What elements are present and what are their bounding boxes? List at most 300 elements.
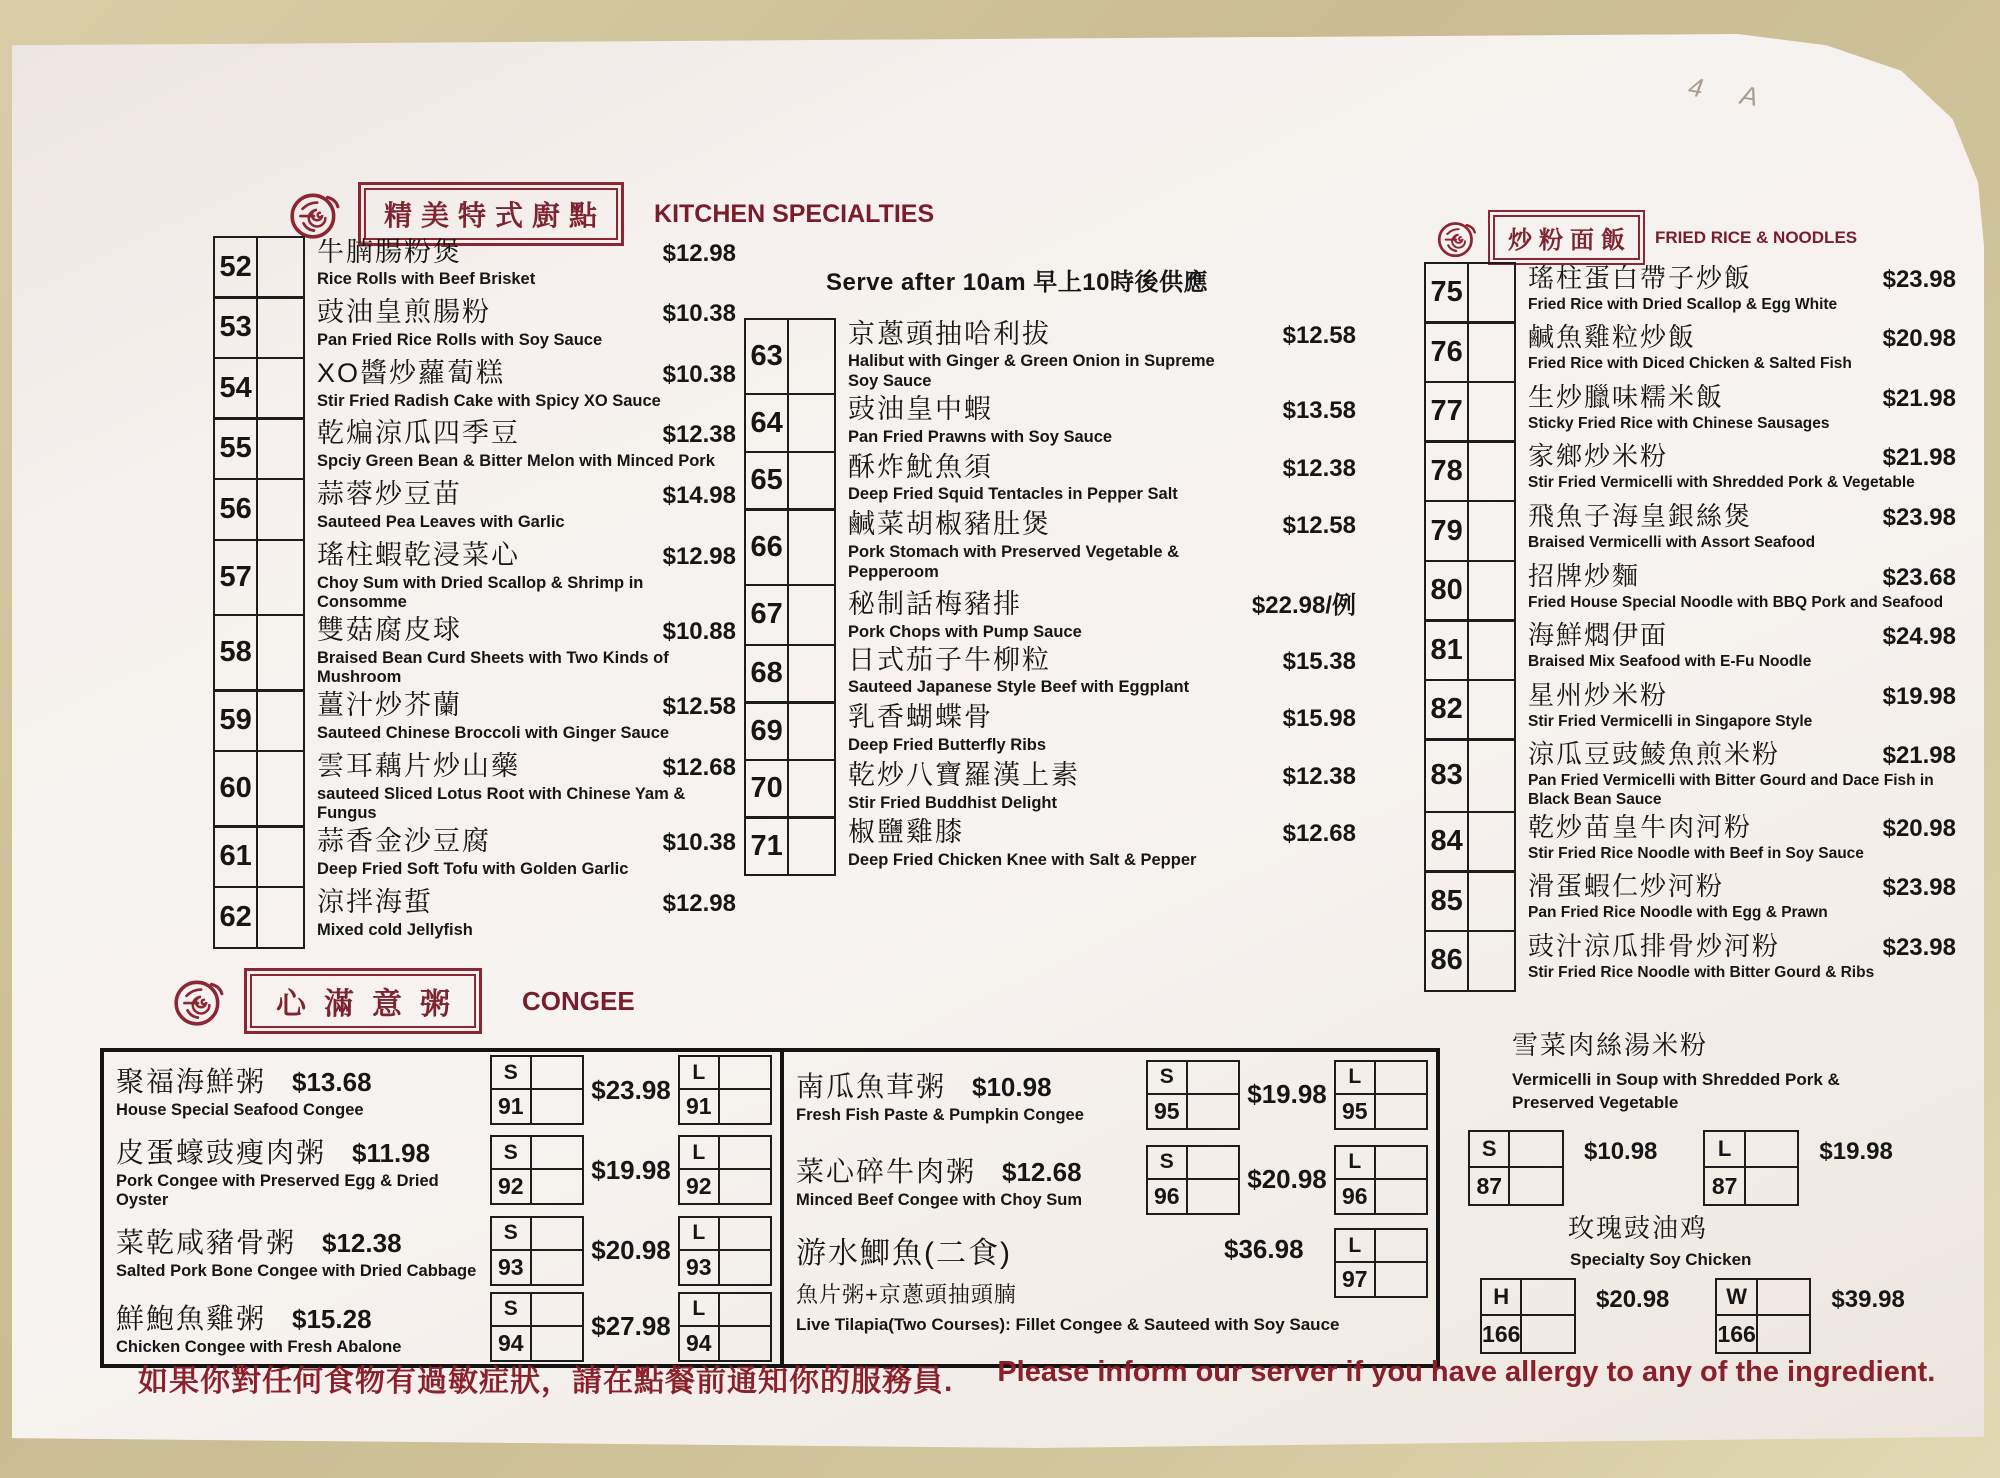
menu-item <box>213 614 740 692</box>
item-name-en: Live Tilapia(Two Courses): Fillet Congee & Sauteed with Soy Sauce <box>796 1315 1340 1335</box>
congee-row <box>784 1137 1436 1222</box>
order-quantity-cell <box>789 818 834 874</box>
order-quantity-cell <box>789 510 834 584</box>
item-name-en: Fried Rice with Diced Chicken & Salted Fish <box>1528 355 1852 373</box>
item-number: 166 <box>1717 1316 1757 1352</box>
item-price: $10.38 <box>662 300 736 328</box>
item-number: 96 <box>1336 1180 1376 1213</box>
menu-item <box>744 451 1360 511</box>
item-name-en: Deep Fried Butterfly Ribs <box>848 736 1047 755</box>
item-number: 94 <box>492 1327 532 1360</box>
item-price: $15.98 <box>1282 705 1356 733</box>
item-number-box <box>213 236 305 299</box>
item-name-zh: 海鮮燜伊面 <box>1528 620 1669 651</box>
menu-item <box>1424 262 1960 324</box>
order-quantity-cell <box>1469 562 1514 620</box>
item-number: 52 <box>215 238 258 297</box>
size-label: L <box>1336 1147 1376 1180</box>
order-quantity-cell <box>1758 1280 1810 1316</box>
item-price: $23.98 <box>1882 504 1956 532</box>
item-number: 85 <box>1426 872 1469 930</box>
item-name-zh: 游水鯽魚(二食) <box>796 1237 1012 1271</box>
menu-item <box>744 584 1360 646</box>
item-name-en: Sticky Fried Rice with Chinese Sausages <box>1528 414 1830 432</box>
noodles-title-box <box>1488 210 1645 265</box>
item-price: $10.38 <box>662 829 736 857</box>
small-price: $11.98 <box>352 1138 431 1168</box>
item-name-en: Braised Mix Seafood with E-Fu Noodle <box>1528 653 1812 671</box>
congee-row <box>104 1289 780 1365</box>
order-quantity-cell <box>1469 502 1514 560</box>
item-number-box <box>1424 560 1516 622</box>
item-name-zh: 滑蛋蝦仁炒河粉 <box>1528 871 1725 902</box>
allergy-notice <box>138 1356 1990 1400</box>
item-number: 56 <box>215 480 258 539</box>
item-price: $13.58 <box>1282 397 1356 425</box>
item-name-en: Vermicelli in Soup with Shredded Pork & Preserved Vegetable <box>1512 1069 1840 1112</box>
item-price: $23.98 <box>1882 874 1956 902</box>
size-price: $10.98 <box>1584 1138 1658 1165</box>
order-quantity-cell <box>1469 264 1514 322</box>
item-name-en: Pan Fried Rice Noodle with Egg & Prawn <box>1528 904 1828 922</box>
order-quantity-cell <box>1376 1180 1426 1213</box>
order-quantity-cell <box>720 1057 770 1090</box>
item-number-box <box>1424 619 1516 681</box>
congee-row <box>104 1213 780 1289</box>
size-order-box <box>1146 1060 1240 1130</box>
item-name-en: Pan Fried Prawns with Soy Sauce <box>848 427 1113 446</box>
order-quantity-cell <box>532 1327 582 1360</box>
order-quantity-cell <box>1188 1180 1238 1213</box>
order-quantity-cell <box>532 1137 582 1170</box>
item-price: $12.38 <box>662 421 736 449</box>
menu-item <box>213 825 740 888</box>
item-price: $14.98 <box>662 482 736 510</box>
menu-item <box>744 393 1360 453</box>
size-label: S <box>1148 1147 1188 1180</box>
item-number: 97 <box>1336 1263 1376 1296</box>
item-number-box <box>213 689 305 752</box>
menu-item <box>1424 930 1960 992</box>
item-number-box <box>744 584 836 646</box>
item-name-zh: 乾煸涼瓜四季豆 <box>317 418 520 449</box>
small-price: $12.68 <box>1002 1156 1082 1187</box>
item-number: 57 <box>215 541 258 615</box>
item-price: $12.68 <box>662 754 736 782</box>
order-quantity-cell <box>720 1090 770 1123</box>
soy-chicken-size-row <box>1480 1278 1951 1354</box>
order-quantity-cell <box>258 827 303 886</box>
size-label: S <box>1470 1132 1510 1168</box>
item-name-zh: 涼拌海蜇 <box>317 887 433 918</box>
size-order-box <box>678 1292 772 1362</box>
order-quantity-cell <box>258 419 303 478</box>
item-number: 77 <box>1426 383 1469 441</box>
item-price: $12.68 <box>1282 820 1356 848</box>
menu-item <box>744 318 1360 396</box>
menu-item <box>213 886 740 949</box>
item-name-en: Salted Pork Bone Congee with Dried Cabbage <box>116 1261 477 1280</box>
allergy-notice-en: Please inform our server if you have allergy to any of the ingredient. <box>997 1356 1936 1388</box>
item-number-box <box>744 451 836 511</box>
item-number: 78 <box>1426 442 1469 500</box>
congee-table-left <box>104 1052 784 1364</box>
item-name-en: Fresh Fish Paste & Pumpkin Congee <box>796 1105 1084 1124</box>
item-name-zh: XO醬炒蘿蔔糕 <box>317 357 506 388</box>
item-price: $12.38 <box>1282 454 1356 482</box>
item-price: $36.98 <box>1224 1234 1304 1265</box>
item-number-box <box>1424 381 1516 443</box>
item-price: $23.68 <box>1882 563 1956 591</box>
order-quantity-cell <box>1376 1263 1426 1296</box>
size-order-box <box>1468 1130 1564 1206</box>
size-price-pair <box>1480 1278 1669 1354</box>
menu-item <box>1424 811 1960 873</box>
item-number-box <box>1424 930 1516 992</box>
soup-size-row <box>1468 1130 1939 1206</box>
pencil-handwriting: 4 A <box>1686 71 1776 115</box>
congee-title-zh: 心滿意粥 <box>250 974 476 1028</box>
item-price: $21.98 <box>1882 742 1956 770</box>
item-number: 75 <box>1426 264 1469 322</box>
small-price: $12.38 <box>322 1227 402 1258</box>
item-number: 68 <box>746 646 789 702</box>
item-number-box <box>744 508 836 586</box>
noodles-items-column <box>1424 264 1960 992</box>
order-quantity-cell <box>1469 621 1514 679</box>
item-subtitle-zh: 魚片粥+京蔥頭抽頭腩 <box>796 1282 1017 1308</box>
large-price: $23.98 <box>591 1074 671 1105</box>
menu-item <box>1424 381 1960 443</box>
item-number: 67 <box>746 586 789 644</box>
item-name-zh: 菜心碎牛肉粥 <box>796 1155 977 1187</box>
menu-item <box>213 296 740 359</box>
item-number: 60 <box>215 752 258 826</box>
item-name-zh: 雪菜肉絲湯米粉 <box>1512 1030 1709 1060</box>
item-name-zh: 乾炒八寶羅漢上素 <box>848 759 1080 790</box>
item-price: $10.38 <box>662 360 736 388</box>
kitchen-title-zh: 精美特式廚點 <box>364 188 618 240</box>
order-quantity-cell <box>258 298 303 357</box>
order-quantity-cell <box>1510 1132 1562 1168</box>
item-number: 70 <box>746 761 789 817</box>
kitchen-title-en: KITCHEN SPECIALTIES <box>654 199 935 228</box>
size-label: H <box>1482 1280 1522 1316</box>
item-name-zh: 鹹菜胡椒豬肚煲 <box>848 509 1051 540</box>
item-number: 81 <box>1426 621 1469 679</box>
size-label: S <box>1148 1062 1188 1095</box>
item-price: $12.58 <box>1282 321 1356 349</box>
item-name-en: Deep Fried Chicken Knee with Salt & Pepper <box>848 851 1197 870</box>
item-name-zh: 生炒臘味糯米飯 <box>1528 381 1725 412</box>
congee-table <box>100 1048 1440 1368</box>
item-number-box <box>1424 738 1516 813</box>
large-price: $27.98 <box>591 1311 671 1342</box>
noodles-title-en: FRIED RICE & NOODLES <box>1655 227 1858 247</box>
item-name-zh: 雲耳藕片炒山藥 <box>317 751 520 782</box>
menu-item <box>213 236 740 299</box>
item-price: $12.98 <box>662 239 736 267</box>
size-order-box <box>1480 1278 1576 1354</box>
item-name-en: Stir Fried Rice Noodle with Bitter Gourd & Ribs <box>1528 963 1875 981</box>
size-order-box <box>1334 1228 1428 1298</box>
order-quantity-cell <box>1746 1168 1798 1204</box>
order-quantity-cell <box>258 691 303 750</box>
item-name-zh: 乳香蝴蝶骨 <box>848 702 993 733</box>
order-quantity-cell <box>1469 681 1514 739</box>
allergy-notice-zh: 如果你對任何食物有過敏症狀，請在點餐前通知你的服務員. <box>138 1365 954 1398</box>
size-order-box <box>1715 1278 1811 1354</box>
soy-chicken-name-zh: 玫瑰豉油鸡 <box>1568 1213 1709 1243</box>
size-label: S <box>492 1218 532 1251</box>
menu-item <box>744 816 1360 876</box>
item-number: 93 <box>492 1251 532 1284</box>
congee-row <box>104 1128 780 1213</box>
item-number: 96 <box>1148 1180 1188 1213</box>
item-name-en: House Special Seafood Congee <box>116 1101 364 1120</box>
item-number: 86 <box>1426 932 1469 990</box>
order-quantity-cell <box>789 586 834 644</box>
order-quantity-cell <box>532 1090 582 1123</box>
item-name-en: Braised Vermicelli with Assort Seafood <box>1528 534 1816 552</box>
item-price: $23.98 <box>1882 265 1956 293</box>
item-number: 82 <box>1426 681 1469 739</box>
item-number: 87 <box>1705 1168 1745 1204</box>
item-price: $12.38 <box>1282 762 1356 790</box>
item-number-box <box>1424 500 1516 562</box>
item-price: $12.98 <box>662 890 736 918</box>
item-name-zh: 鹹魚雞粒炒飯 <box>1528 322 1697 353</box>
kitchen-items-column-2 <box>744 320 1360 876</box>
item-number-box <box>213 539 305 617</box>
item-name-zh: 飛魚子海皇銀絲煲 <box>1528 501 1753 532</box>
congee-table-right <box>784 1052 1436 1364</box>
item-number: 80 <box>1426 562 1469 620</box>
item-name-zh: 乾炒苗皇牛肉河粉 <box>1528 811 1753 842</box>
item-number: 95 <box>1336 1095 1376 1128</box>
order-quantity-cell <box>258 616 303 690</box>
restaurant-seal-icon <box>1436 217 1478 259</box>
order-quantity-cell <box>258 359 303 418</box>
order-quantity-cell <box>1469 383 1514 441</box>
item-number-box <box>744 318 836 396</box>
order-quantity-cell <box>789 453 834 509</box>
item-name-zh: 牛腩腸粉煲 <box>317 236 462 267</box>
item-name-zh: 秘制話梅豬排 <box>848 588 1022 619</box>
item-name-zh: 涼瓜豆豉鯪魚煎米粉 <box>1528 739 1781 770</box>
order-quantity-cell <box>1758 1316 1810 1352</box>
size-label: L <box>1705 1132 1745 1168</box>
item-name-en: Stir Fried Buddhist Delight <box>848 793 1057 812</box>
size-order-box <box>490 1216 584 1286</box>
menu-item <box>213 417 740 480</box>
soy-chicken-name-en: Specialty Soy Chicken <box>1570 1250 1752 1269</box>
order-quantity-cell <box>1522 1280 1574 1316</box>
order-quantity-cell <box>789 395 834 451</box>
item-price: $20.98 <box>1882 814 1956 842</box>
menu-item <box>744 644 1360 704</box>
small-price: $10.98 <box>972 1071 1052 1102</box>
size-label: L <box>680 1294 720 1327</box>
congee-row <box>784 1052 1436 1137</box>
order-quantity-cell <box>720 1327 770 1360</box>
size-price: $39.98 <box>1831 1286 1905 1313</box>
item-name-zh: 鮮鮑魚雞粥 <box>116 1302 267 1334</box>
menu-item <box>1424 440 1960 502</box>
order-quantity-cell <box>258 238 303 297</box>
size-order-box <box>1703 1130 1799 1206</box>
menu-item <box>213 689 740 752</box>
menu-item <box>213 357 740 420</box>
item-number: 79 <box>1426 502 1469 560</box>
order-quantity-cell <box>1469 323 1514 381</box>
item-number-box <box>1424 679 1516 741</box>
size-label: L <box>680 1057 720 1090</box>
size-label: L <box>680 1137 720 1170</box>
large-price: $20.98 <box>591 1235 671 1266</box>
item-name-en: Mixed cold Jellyfish <box>317 920 473 939</box>
fried-rice-noodles-header <box>1436 210 1857 265</box>
item-name-en: Braised Bean Curd Sheets with Two Kinds of Mushroom <box>317 648 669 687</box>
item-price: $12.58 <box>1282 512 1356 540</box>
order-quantity-cell <box>1469 813 1514 871</box>
item-name-zh: 瑤柱蝦乾浸菜心 <box>317 539 520 570</box>
item-name-en: Stir Fried Radish Cake with Spicy XO Sauce <box>317 391 661 410</box>
order-quantity-cell <box>720 1218 770 1251</box>
item-name-en: Pan Fried Vermicelli with Bitter Gourd and Dace Fish in Black Bean Sauce <box>1528 772 1934 808</box>
item-name-zh: 菜乾咸豬骨粥 <box>116 1226 297 1258</box>
menu-item <box>1424 679 1960 741</box>
item-name-en: Fried House Special Noodle with BBQ Pork and Seafood <box>1528 593 1944 611</box>
size-label: S <box>492 1137 532 1170</box>
item-price: $12.58 <box>662 693 736 721</box>
item-number: 62 <box>215 888 258 947</box>
order-quantity-cell <box>789 703 834 759</box>
size-price-pair <box>1703 1130 1892 1206</box>
size-order-box <box>1334 1145 1428 1215</box>
menu-item <box>1424 500 1960 562</box>
order-quantity-cell <box>720 1137 770 1170</box>
order-quantity-cell <box>1746 1132 1798 1168</box>
size-label: S <box>492 1057 532 1090</box>
item-name-zh: 星州炒米粉 <box>1528 679 1669 710</box>
order-quantity-cell <box>532 1294 582 1327</box>
menu-item <box>1424 619 1960 681</box>
size-order-box <box>678 1135 772 1205</box>
noodles-title-zh: 炒粉面飯 <box>1493 215 1640 260</box>
item-number-box <box>1424 440 1516 502</box>
item-name-zh: 豉汁涼瓜排骨炒河粉 <box>1528 930 1781 961</box>
item-number-box <box>213 296 305 359</box>
order-quantity-cell <box>1469 932 1514 990</box>
item-number: 84 <box>1426 813 1469 871</box>
item-number: 92 <box>680 1170 720 1203</box>
item-name-zh: 南瓜魚茸粥 <box>796 1070 947 1102</box>
item-name-zh: 招牌炒麵 <box>1528 560 1641 591</box>
item-number: 58 <box>215 616 258 690</box>
item-name-zh: 蒜蓉炒豆苗 <box>317 479 462 510</box>
item-name-zh: 豉油皇煎腸粉 <box>317 297 491 328</box>
congee-header <box>172 968 635 1034</box>
item-number: 92 <box>492 1170 532 1203</box>
item-price: $15.38 <box>1282 647 1356 675</box>
item-number-box <box>744 759 836 819</box>
item-number: 65 <box>746 453 789 509</box>
item-name-zh: 蒜香金沙豆腐 <box>317 826 491 857</box>
order-quantity-cell <box>1188 1062 1238 1095</box>
order-quantity-cell <box>258 541 303 615</box>
item-number-box <box>213 357 305 420</box>
order-quantity-cell <box>1376 1062 1426 1095</box>
order-quantity-cell <box>1510 1168 1562 1204</box>
order-quantity-cell <box>258 480 303 539</box>
item-name-zh: 豉油皇中蝦 <box>848 394 993 425</box>
menu-item <box>213 750 740 828</box>
order-quantity-cell <box>1188 1095 1238 1128</box>
item-name-en: Fried Rice with Dried Scallop & Egg White <box>1528 295 1838 313</box>
large-price: $19.98 <box>1247 1079 1327 1110</box>
item-number-box <box>1424 321 1516 383</box>
item-number-box <box>213 614 305 692</box>
order-quantity-cell <box>789 320 834 394</box>
menu-item <box>744 701 1360 761</box>
item-name-zh: 家鄉炒米粉 <box>1528 441 1669 472</box>
item-number-box <box>744 816 836 876</box>
item-number: 83 <box>1426 740 1469 811</box>
item-price: $19.98 <box>1882 682 1956 710</box>
item-name-en: Stir Fried Rice Noodle with Beef in Soy Sauce <box>1528 844 1864 862</box>
item-number: 63 <box>746 320 789 394</box>
item-name-en: Sauteed Pea Leaves with Garlic <box>317 512 565 531</box>
order-quantity-cell <box>1376 1095 1426 1128</box>
menu-item <box>744 508 1360 586</box>
item-number: 95 <box>1148 1095 1188 1128</box>
size-price-pair <box>1715 1278 1904 1354</box>
item-price: $23.98 <box>1882 933 1956 961</box>
item-price: $24.98 <box>1882 623 1956 651</box>
item-price: $20.98 <box>1882 325 1956 353</box>
item-number: 53 <box>215 298 258 357</box>
order-quantity-cell <box>532 1251 582 1284</box>
size-order-box <box>678 1055 772 1125</box>
serve-after-note: Serve after 10am 早上10時後供應 <box>826 269 1208 296</box>
congee-title-box <box>244 968 482 1034</box>
item-name-en: Halibut with Ginger & Green Onion in Supreme Soy Sauce <box>848 352 1215 390</box>
item-number-box <box>213 478 305 541</box>
item-number: 91 <box>680 1090 720 1123</box>
order-quantity-cell <box>1522 1316 1574 1352</box>
item-name-zh: 椒鹽雞膝 <box>848 817 964 848</box>
item-number: 61 <box>215 827 258 886</box>
item-number: 93 <box>680 1251 720 1284</box>
size-price: $19.98 <box>1819 1138 1893 1165</box>
item-name-en: Choy Sum with Dried Scallop & Shrimp in Consomme <box>317 573 644 611</box>
order-quantity-cell <box>258 888 303 947</box>
order-quantity-cell <box>1469 740 1514 811</box>
size-order-box <box>1334 1060 1428 1130</box>
item-price: $22.98/例 <box>1251 591 1356 619</box>
item-name-en: Pork Stomach with Preserved Vegetable & Pepperoom <box>848 543 1180 581</box>
large-price: $20.98 <box>1247 1164 1327 1195</box>
item-name-en: sauteed Sliced Lotus Root with Chinese Yam & Fungus <box>317 784 686 823</box>
item-number: 69 <box>746 703 789 759</box>
item-number-box <box>744 644 836 704</box>
size-price: $20.98 <box>1596 1286 1670 1313</box>
menu-item <box>213 478 740 541</box>
item-price: $12.98 <box>662 542 736 570</box>
item-number-box <box>213 886 305 949</box>
item-number: 64 <box>746 395 789 451</box>
